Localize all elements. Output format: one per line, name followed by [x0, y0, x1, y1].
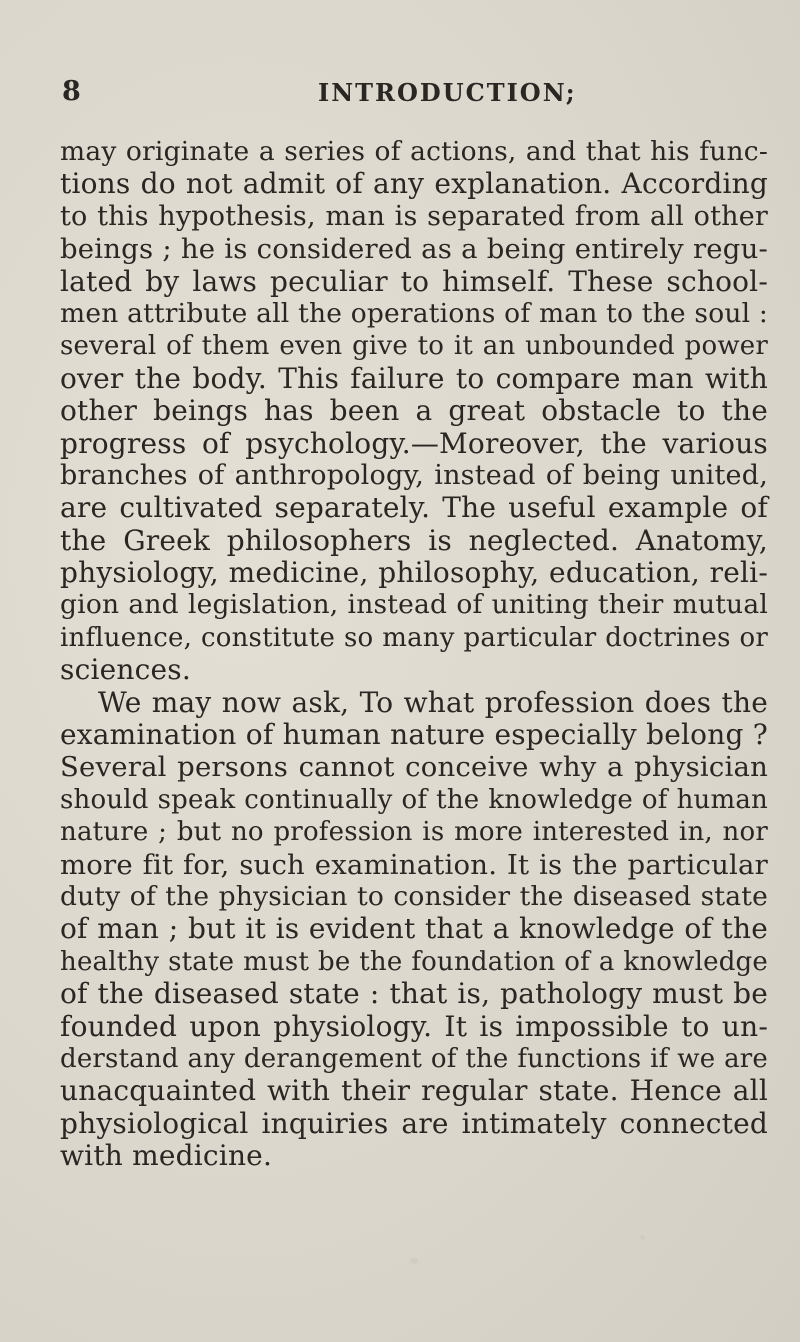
text-line: Several persons cannot conceive why a physician [60, 751, 768, 784]
text-line: unacquainted with their regular state. Hence all [60, 1074, 768, 1108]
text-line: physiological inquiries are intimately connected [60, 1106, 768, 1140]
text-line: physiology, medicine, philosophy, education, reli- [60, 556, 768, 590]
running-head: INTRODUCTION; [318, 78, 577, 107]
text-line: derstand any derangement of the functions if we are [60, 1043, 768, 1074]
text-line: men attribute all the operations of man to the soul : [60, 297, 769, 329]
text-line: nature ; but no profession is more interested in, nor [60, 817, 768, 848]
paper-foxing-spot [410, 1258, 418, 1264]
text-line: progress of psychology.—Moreover, the various [60, 426, 768, 460]
text-line: of the diseased state : that is, pathology must be [60, 977, 768, 1011]
paragraph-end-line: with medicine. [60, 1139, 273, 1173]
text-line: to this hypothesis, man is separated from all other [60, 200, 768, 232]
text-line: other beings has been a great obstacle to the [60, 394, 768, 428]
page-number: 8 [62, 76, 81, 107]
text-line: should speak continually of the knowledge of human [60, 784, 768, 815]
text-line: the Greek philosophers is neglected. Anatomy, [60, 523, 768, 557]
text-line: beings ; he is considered as a being entirely regu- [60, 233, 768, 266]
text-line: over the body. This failure to compare man with [60, 361, 768, 395]
paragraph-start-line: We may now ask, To what profession does the [98, 685, 768, 719]
text-line: branches of anthropology, instead of being united, [60, 459, 768, 491]
text-line: founded upon physiology. It is impossible to un- [60, 1009, 768, 1043]
page-header [0, 76, 800, 116]
text-line: are cultivated separately. The useful example of [60, 491, 768, 525]
text-line: lated by laws peculiar to himself. These school- [60, 264, 768, 298]
text-line: several of them even give to it an unbounded power [60, 331, 768, 362]
paper-foxing-spot [640, 1235, 645, 1240]
body-text [60, 136, 768, 1173]
text-line: gion and legislation, instead of uniting their mutual [60, 589, 768, 621]
text-line: duty of the physician to consider the diseased state [60, 880, 768, 912]
text-line: of man ; but it is evident that a knowledge of the [60, 912, 768, 946]
text-line: healthy state must be the foundation of a knowledge [60, 946, 768, 977]
text-line: examination of human nature especially belong ? [60, 718, 768, 752]
text-line: may originate a series of actions, and that his func- [60, 136, 768, 167]
text-line: tions do not admit of any explanation. According [60, 167, 768, 201]
paragraph-end-line: sciences. [60, 653, 191, 687]
text-line: influence, constitute so many particular doctrines or [60, 622, 768, 653]
text-line: more fit for, such examination. It is the particular [60, 848, 768, 881]
